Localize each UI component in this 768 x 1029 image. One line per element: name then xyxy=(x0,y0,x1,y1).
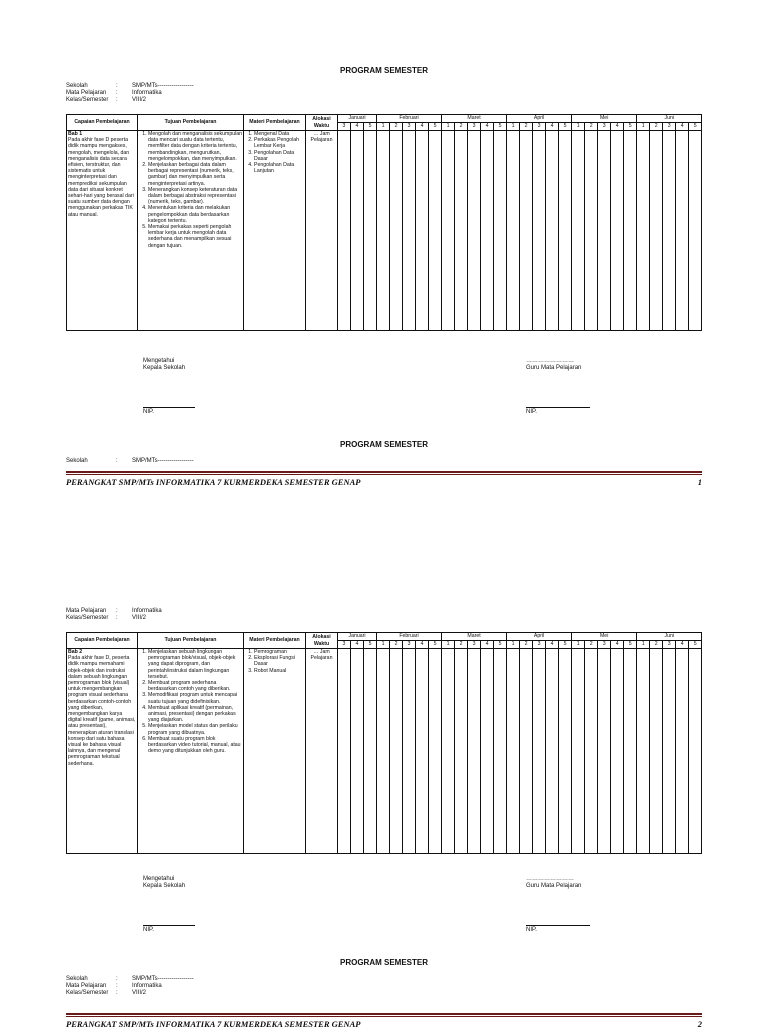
footer-rule xyxy=(66,474,702,475)
page-title: PROGRAM SEMESTER xyxy=(339,66,428,75)
week-cell xyxy=(611,649,624,854)
week-number: 3 xyxy=(338,123,351,131)
week-cell xyxy=(455,131,468,331)
week-cell xyxy=(507,131,520,331)
week-number: 3 xyxy=(533,123,546,131)
week-number: 1 xyxy=(572,123,585,131)
week-cell xyxy=(663,649,676,854)
week-cell xyxy=(494,649,507,854)
week-number: 3 xyxy=(468,123,481,131)
week-cell xyxy=(520,131,533,331)
week-cell xyxy=(416,131,429,331)
week-number: 3 xyxy=(663,123,676,131)
alokasi-cell: … Jam Pelajaran xyxy=(306,131,338,331)
signature-guru: …………………… Guru Mata Pelajaran xyxy=(526,358,582,371)
week-number: 1 xyxy=(572,641,585,649)
week-cell xyxy=(429,649,442,854)
week-number: 4 xyxy=(416,641,429,649)
week-cell xyxy=(468,131,481,331)
col-capaian: Capaian Pembelajaran xyxy=(67,633,138,649)
col-capaian: Capaian Pembelajaran xyxy=(67,115,138,131)
capaian-text: Pada akhir fase D, peserta didik mampu memahami objek-objek dan instruksi dalam sebuah lingkungan pemrograman blok (visual) untuk mengembangkan program visual sederhana berdasarkan contoh-contoh yang diberikan, mengembangkan karya digital kreatif (game, animasi, atau presentasi), menerapkan aturan translasi konsep dari satu bahasa visual ke bahasa visual lainnya, dan mengenal pemrograman tekstual sederhana. xyxy=(68,655,136,767)
week-cell xyxy=(637,131,650,331)
footer-rule xyxy=(66,1016,702,1017)
tujuan-item: 5. Menjelaskan model status dan perilaku program yang dibuatnya. xyxy=(148,723,242,735)
nip-kepala: NIP. xyxy=(143,409,154,415)
week-cell xyxy=(559,649,572,854)
week-number: 2 xyxy=(455,641,468,649)
week-number: 2 xyxy=(650,641,663,649)
materi-item: 1. Mengenal Data xyxy=(254,131,304,137)
week-number: 1 xyxy=(377,123,390,131)
nip-kepala: NIP. xyxy=(143,927,154,933)
nip-guru: NIP. xyxy=(526,409,537,415)
week-cell xyxy=(390,649,403,854)
week-cell xyxy=(390,131,403,331)
signature-kepala: Mengetahui Kepala Sekolah xyxy=(143,358,186,371)
week-cell xyxy=(546,131,559,331)
week-number: 1 xyxy=(507,123,520,131)
tujuan-item: 1. Menjelaskan sebuah lingkungan pemrograman blok/visual, objek-objek yang dapat diprogram, dan perintah/instruksi dalam lingkungan tersebut. xyxy=(148,649,242,680)
week-number: 1 xyxy=(507,641,520,649)
week-number: 5 xyxy=(364,123,377,131)
month-januari: Januari xyxy=(338,115,377,123)
col-tujuan: Tujuan Pembelajaran xyxy=(138,115,244,131)
alokasi-cell: … Jam Pelajaran xyxy=(306,649,338,854)
tujuan-item: 4. Membuat aplikasi kreatif (permainan, animasi, presentasi) dengan perkakas yang diajarkan. xyxy=(148,705,242,724)
week-number: 4 xyxy=(351,123,364,131)
footer-rule xyxy=(66,471,702,473)
page-number: 1 xyxy=(697,477,702,487)
signature-line xyxy=(526,925,590,926)
page-title: PROGRAM SEMESTER xyxy=(339,440,428,449)
week-number: 5 xyxy=(624,641,637,649)
col-alokasi: Alokasi Waktu xyxy=(306,115,338,131)
week-number: 4 xyxy=(611,123,624,131)
signature-guru: …………………… Guru Mata Pelajaran xyxy=(526,876,582,889)
capaian-cell xyxy=(67,131,138,331)
month-mei: Mei xyxy=(572,633,637,641)
week-cell xyxy=(507,649,520,854)
week-number: 3 xyxy=(403,641,416,649)
footer-text: PERANGKAT SMP/MTs INFORMATIKA 7 KURMERDEKA SEMESTER GENAP xyxy=(66,477,361,487)
week-cell xyxy=(559,131,572,331)
week-cell xyxy=(364,649,377,854)
capaian-cell xyxy=(67,649,138,854)
materi-item: 2. Eksplorasi Fungsi Dasar xyxy=(254,655,304,667)
month-januari: Januari xyxy=(338,633,377,641)
week-number: 3 xyxy=(468,641,481,649)
col-alokasi: Alokasi Waktu xyxy=(306,633,338,649)
school-info: Mata Pelajaran : Informatika Kelas/Semester : VIII/2 xyxy=(66,608,162,621)
tujuan-item: 2. Menjelaskan berbagai data dalam berbagai representasi (numerik, teks, gambar) dan menyimpulkan serta menginterpretasi artinya. xyxy=(148,162,242,187)
week-number: 5 xyxy=(689,641,702,649)
week-cell xyxy=(572,131,585,331)
signature-line xyxy=(526,407,590,408)
week-number: 5 xyxy=(624,123,637,131)
week-number: 2 xyxy=(390,641,403,649)
week-number: 2 xyxy=(390,123,403,131)
tujuan-item: 5. Memakai perkakas seperti pengolah lembar kerja untuk mengolah data sederhana dan menampilkan sesuai dengan tujuan. xyxy=(148,224,242,249)
week-cell xyxy=(338,649,351,854)
week-number: 3 xyxy=(338,641,351,649)
week-cell xyxy=(689,649,702,854)
week-cell xyxy=(676,131,689,331)
week-number: 3 xyxy=(598,641,611,649)
school-info: Sekolah : SMP/MTs------------------ Mata Pelajaran : Informatika Kelas/Semester : VIII/2 xyxy=(66,976,194,996)
week-cell xyxy=(520,649,533,854)
week-cell xyxy=(351,131,364,331)
week-cell xyxy=(481,131,494,331)
week-number: 1 xyxy=(442,641,455,649)
month-april: April xyxy=(507,115,572,123)
col-tujuan: Tujuan Pembelajaran xyxy=(138,633,244,649)
week-cell xyxy=(403,649,416,854)
col-materi: Materi Pembelajaran xyxy=(244,633,306,649)
materi-item: 2. Perkakas Pengolah Lembar Kerja xyxy=(254,137,304,149)
week-cell xyxy=(351,649,364,854)
week-number: 5 xyxy=(429,123,442,131)
week-number: 3 xyxy=(663,641,676,649)
week-number: 2 xyxy=(520,641,533,649)
week-number: 5 xyxy=(689,123,702,131)
week-cell xyxy=(624,649,637,854)
week-number: 4 xyxy=(546,123,559,131)
month-april: April xyxy=(507,633,572,641)
week-cell xyxy=(481,649,494,854)
month-mei: Mei xyxy=(572,115,637,123)
week-cell xyxy=(364,131,377,331)
week-cell xyxy=(663,131,676,331)
week-cell xyxy=(598,131,611,331)
tujuan-item: 4. Menentukan kriteria dan melakukan pengelompokkan data berdasarkan kategori tertentu. xyxy=(148,205,242,224)
tujuan-item: 6. Membuat suatu program blok berdasarkan video tutorial, manual, atau demo yang ditunjukkan oleh guru. xyxy=(148,736,242,755)
week-cell xyxy=(585,649,598,854)
tujuan-cell xyxy=(138,649,244,854)
week-cell xyxy=(598,649,611,854)
week-cell xyxy=(676,649,689,854)
week-number: 4 xyxy=(676,641,689,649)
week-cell xyxy=(585,131,598,331)
week-cell xyxy=(689,131,702,331)
week-number: 5 xyxy=(559,123,572,131)
footer-text: PERANGKAT SMP/MTs INFORMATIKA 7 KURMERDEKA SEMESTER GENAP xyxy=(66,1019,361,1029)
week-cell xyxy=(533,649,546,854)
materi-item: 3. Pengolahan Data Dasar xyxy=(254,150,304,162)
week-cell xyxy=(611,131,624,331)
week-number: 4 xyxy=(676,123,689,131)
week-cell xyxy=(624,131,637,331)
bab-label: Bab 2 xyxy=(68,649,83,655)
week-number: 1 xyxy=(377,641,390,649)
week-number: 3 xyxy=(403,123,416,131)
week-number: 4 xyxy=(416,123,429,131)
nip-guru: NIP. xyxy=(526,927,537,933)
week-number: 5 xyxy=(494,123,507,131)
tujuan-item: 3. Memodifikasi program untuk mencapai suatu tujuan yang didefinisikan. xyxy=(148,692,242,704)
signature-line xyxy=(143,407,195,408)
month-juni: Juni xyxy=(637,115,702,123)
col-materi: Materi Pembelajaran xyxy=(244,115,306,131)
footer-rule xyxy=(66,1013,702,1015)
tujuan-item: 1. Mengolah dan menganalisis sekumpulan data mencari suatu data tertentu, memfilter data dengan kriteria tertentu, membandingkan, mengurutkan, mengelompokkan, dan menyimpulkan. xyxy=(148,131,242,162)
bab-label: Bab 1 xyxy=(68,131,83,137)
week-cell xyxy=(338,131,351,331)
week-cell xyxy=(377,131,390,331)
week-number: 3 xyxy=(598,123,611,131)
week-number: 5 xyxy=(429,641,442,649)
week-cell xyxy=(429,131,442,331)
week-number: 5 xyxy=(494,641,507,649)
school-info: Sekolah : SMP/MTs------------------ xyxy=(66,458,194,464)
page-title: PROGRAM SEMESTER xyxy=(339,958,428,967)
week-number: 4 xyxy=(611,641,624,649)
month-maret: Maret xyxy=(442,633,507,641)
week-number: 1 xyxy=(442,123,455,131)
week-number: 5 xyxy=(559,641,572,649)
week-cell xyxy=(637,649,650,854)
week-number: 1 xyxy=(637,123,650,131)
semester-table-1 xyxy=(66,114,702,331)
week-number: 5 xyxy=(364,641,377,649)
signature-line xyxy=(143,925,195,926)
week-cell xyxy=(650,131,663,331)
week-number: 3 xyxy=(533,641,546,649)
week-number: 2 xyxy=(455,123,468,131)
month-februari: Februari xyxy=(377,633,442,641)
materi-item: 1. Pemrograman xyxy=(254,649,304,655)
week-number: 2 xyxy=(585,641,598,649)
school-info: Sekolah : SMP/MTs------------------ Mata Pelajaran : Informatika Kelas/Semester : VIII/2 xyxy=(66,83,194,103)
week-cell xyxy=(442,649,455,854)
week-cell xyxy=(416,649,429,854)
tujuan-cell xyxy=(138,131,244,331)
month-februari: Februari xyxy=(377,115,442,123)
week-cell xyxy=(533,131,546,331)
week-number: 2 xyxy=(520,123,533,131)
materi-cell xyxy=(244,649,306,854)
week-cell xyxy=(650,649,663,854)
month-juni: Juni xyxy=(637,633,702,641)
materi-item: 4. Pengolahan Data Lanjutan xyxy=(254,162,304,174)
week-number: 4 xyxy=(481,641,494,649)
week-number: 2 xyxy=(585,123,598,131)
week-number: 1 xyxy=(637,641,650,649)
week-cell xyxy=(468,649,481,854)
tujuan-item: 2. Membuat program sederhana berdasarkan contoh yang diberikan. xyxy=(148,680,242,692)
week-number: 2 xyxy=(650,123,663,131)
semester-table-2 xyxy=(66,632,702,854)
materi-item: 3. Robot Manual xyxy=(254,668,304,674)
signature-kepala: Mengetahui Kepala Sekolah xyxy=(143,876,186,889)
week-number: 4 xyxy=(481,123,494,131)
week-cell xyxy=(494,131,507,331)
week-number: 4 xyxy=(546,641,559,649)
week-cell xyxy=(546,649,559,854)
week-cell xyxy=(455,649,468,854)
month-maret: Maret xyxy=(442,115,507,123)
week-cell xyxy=(572,649,585,854)
capaian-text: Pada akhir fase D peserta didik mampu mengakses, mengolah, mengelola, dan menganalisis data secara efisien, terstruktur, dan sistematis untuk menginterpretasi dan memprediksi sekumpulan data dari situasi konkret sehari-hari yang berasal dari suatu sumber data dengan menggunakan perkakas TIK atau manual. xyxy=(68,137,134,218)
week-number: 4 xyxy=(351,641,364,649)
week-cell xyxy=(403,131,416,331)
week-cell xyxy=(377,649,390,854)
week-cell xyxy=(442,131,455,331)
materi-cell xyxy=(244,131,306,331)
page-number: 2 xyxy=(697,1019,702,1029)
tujuan-item: 3. Menerangkan konsep keteraturan data dalam berbagai abstraksi representasi (numerik, teks, gambar). xyxy=(148,187,242,206)
